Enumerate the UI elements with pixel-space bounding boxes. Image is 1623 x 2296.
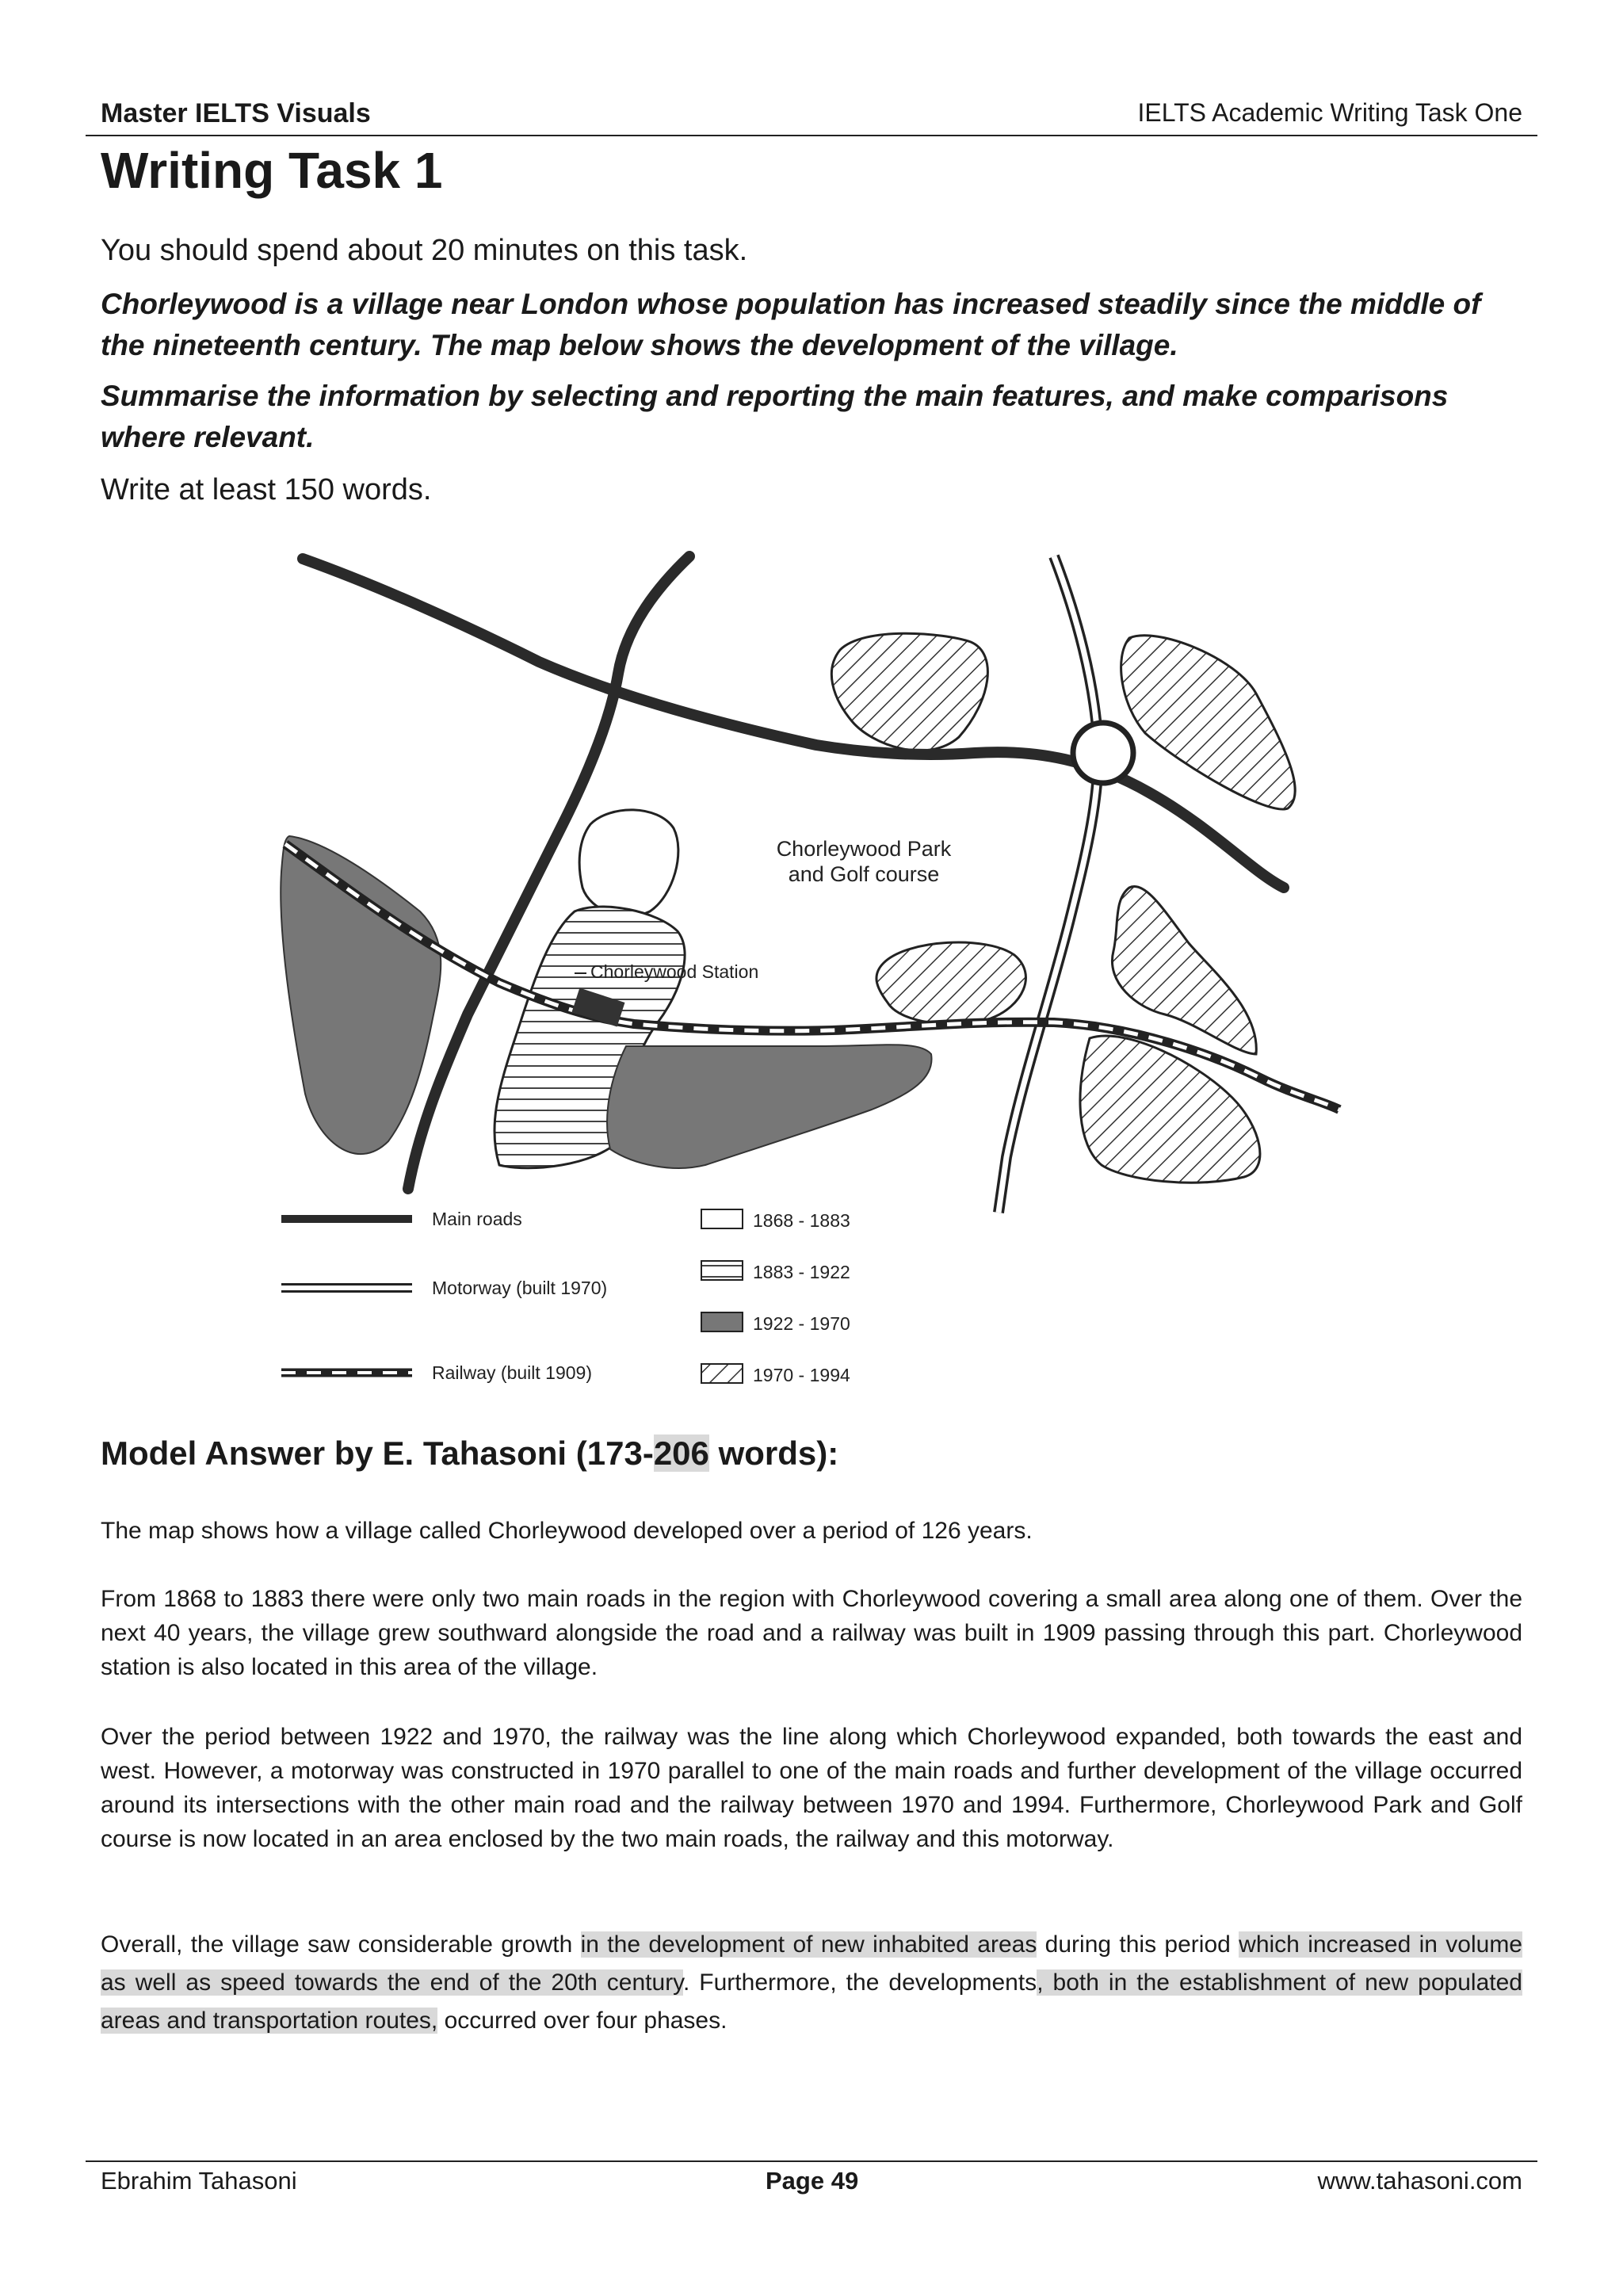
footer-author: Ebrahim Tahasoni [101, 2167, 297, 2195]
model-answer-title-prefix: Model Answer by E. Tahasoni (173- [101, 1435, 654, 1472]
area-1922-1970-south [607, 1045, 931, 1168]
footer-divider [86, 2160, 1537, 2162]
area-1970-1994-center [876, 942, 1026, 1024]
model-answer-title-suffix: words): [708, 1435, 839, 1472]
task-prompt: Chorleywood is a village near London whose population has increased steadily since the middle of the nineteenth century. The map below shows the development of the village. [101, 288, 1481, 361]
legend-main-roads: Main roads [432, 1209, 522, 1229]
time-note: You should spend about 20 minutes on this task. [101, 234, 748, 267]
area-1970-1994-southeast [1080, 1036, 1260, 1182]
legend-period-4-swatch [701, 1364, 743, 1383]
legend-period-2: 1883 - 1922 [753, 1262, 850, 1282]
park-label-line-2: and Golf course [788, 862, 940, 886]
answer-p4-text-d: occurred over four phases. [437, 2008, 727, 2034]
area-1922-1970-west [281, 836, 441, 1154]
word-count-note: Write at least 150 words. [101, 473, 432, 506]
chorleywood-map [262, 539, 1387, 1403]
answer-p4-text-a: Overall, the village saw considerable growth [101, 1931, 581, 1958]
area-1868-1883 [579, 810, 678, 916]
legend-motorway: Motorway (built 1970) [432, 1278, 608, 1298]
page-number: Page 49 [766, 2167, 859, 2195]
model-answer-title [101, 1435, 838, 1473]
area-1970-1994-northeast [1121, 636, 1296, 809]
answer-paragraph-3: Over the period between 1922 and 1970, the railway was the line along which Chorleywood expanded, both towards the east and west. However, a motorway was constructed in 1970 parallel to one of the main roads and further development of the village occurred around its intersections with the other main road and the railway between 1970 and 1994. Furthermore, Chorleywood Park and Golf course is now located in an area enclosed by the two main roads, the railway and this motorway. [101, 1724, 1522, 1852]
answer-paragraph-1: The map shows how a village called Chorleywood developed over a period of 126 years. [101, 1518, 1033, 1544]
footer-website: www.tahasoni.com [1317, 2167, 1522, 2195]
answer-p4-highlight-2: which increased in volume as well as speed towards the end of the 20th century [101, 1931, 1522, 1996]
map-legend [281, 1209, 850, 1385]
answer-p4-highlight-1: in the development of new inhabited areas [580, 1931, 1037, 1958]
area-1970-1994-north [831, 633, 987, 751]
task-instruction: Summarise the information by selecting and reporting the main features, and make comparisons where relevant. [101, 380, 1449, 453]
park-label-line-1: Chorleywood Park [776, 837, 952, 861]
legend-period-4: 1970 - 1994 [753, 1365, 850, 1385]
answer-paragraph-4 [101, 1926, 1522, 2040]
page-title: Writing Task 1 [101, 142, 443, 199]
legend-period-3-swatch [701, 1312, 743, 1331]
legend-period-1-swatch [701, 1209, 743, 1228]
legend-period-3: 1922 - 1970 [753, 1313, 850, 1334]
header-divider [86, 135, 1537, 136]
station-label: Chorleywood Station [590, 961, 759, 982]
legend-railway: Railway (built 1909) [432, 1362, 592, 1383]
header-title: Master IELTS Visuals [101, 98, 371, 128]
answer-p4-highlight-3: , both in the establishment of new populated areas and transportation routes, [101, 1969, 1522, 2034]
answer-p4-text-b: during this period [1037, 1931, 1239, 1958]
legend-period-2-swatch [701, 1261, 743, 1280]
header-subtitle: IELTS Academic Writing Task One [1137, 98, 1522, 127]
roundabout [1073, 723, 1133, 783]
word-count-highlight: 206 [653, 1435, 709, 1472]
legend-period-1: 1868 - 1883 [753, 1210, 850, 1231]
answer-p4-text-c: . Furthermore, the developments [682, 1969, 1037, 1996]
answer-paragraph-2: From 1868 to 1883 there were only two main roads in the region with Chorleywood covering a small area along one of them. Over the next 40 years, the village grew southward alongside the road and a railway was built in 1909 passing through this part. Chorleywood station is also located in this area of the village. [101, 1586, 1522, 1680]
